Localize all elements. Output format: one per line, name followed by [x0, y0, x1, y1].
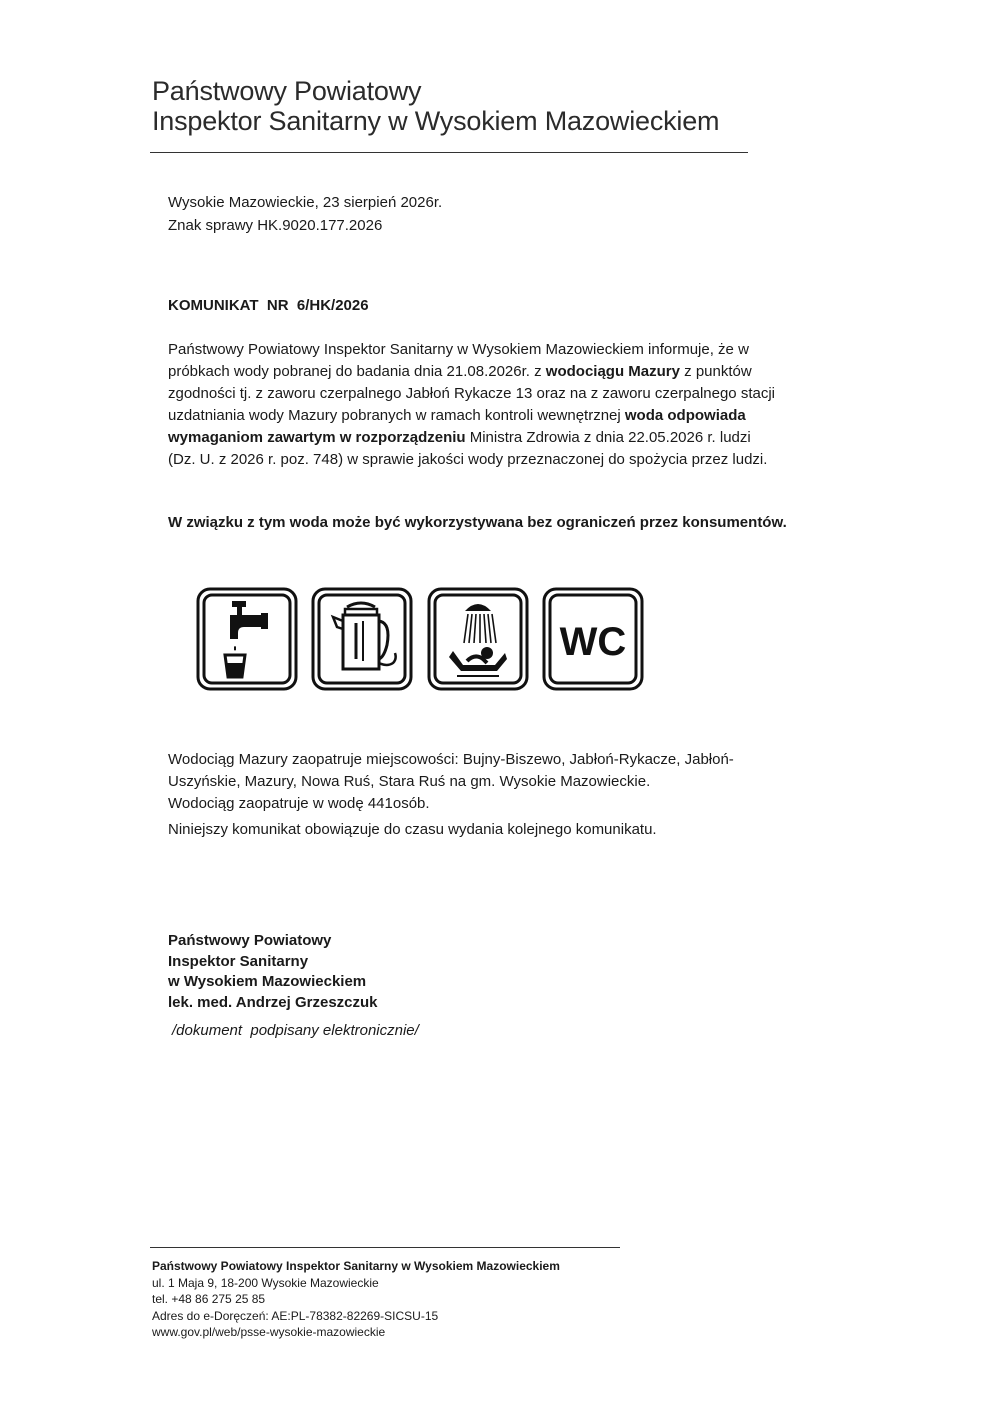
footer-divider — [150, 1247, 620, 1248]
body-line — [168, 405, 848, 427]
body-emphasis: woda odpowiada — [624, 407, 746, 424]
signature-line: Państwowy Powiatowy — [168, 932, 332, 949]
place-date: Wysokie Mazowieckie, 23 sierpień 2026r. — [168, 194, 443, 211]
supply-line: Wodociąg zaopatruje w wodę 441osób. — [168, 795, 430, 812]
wc-label: WC — [559, 620, 627, 664]
footer-address: ul. 1 Maja 9, 18-200 Wysokie Mazowieckie — [152, 1275, 379, 1290]
case-number: Znak sprawy HK.9020.177.2026 — [168, 217, 383, 234]
body-emphasis: wymaganiom zawartym w rozporządzeniu — [168, 429, 466, 446]
footer-org: Państwowy Powiatowy Inspektor Sanitarny w Wysokiem Mazowieckiem — [152, 1259, 560, 1273]
shower-bath-icon — [427, 587, 529, 691]
wc-icon — [542, 587, 644, 691]
electronic-signature-note: /dokument podpisany elektronicznie/ — [172, 1022, 419, 1039]
body-text: Ministra Zdrowia z dnia 22.05.2026 r. ludzi — [465, 429, 751, 446]
body-line: Państwowy Powiatowy Inspektor Sanitarny w Wysokiem Mazowieckiem informuje, że w — [168, 341, 749, 358]
body-text: uzdatniania wody Mazury pobranych w ramach kontroli wewnętrznej — [168, 407, 625, 424]
drinking-water-tap-icon — [196, 587, 298, 691]
body-line: (Dz. U. z 2026 r. poz. 748) w sprawie jakości wody przeznaczonej do spożycia przez ludzi. — [168, 451, 768, 468]
signature-line: w Wysokiem Mazowieckiem — [168, 973, 367, 990]
body-line — [168, 427, 848, 449]
footer — [152, 1258, 560, 1341]
header-divider — [150, 152, 748, 153]
footer-phone: tel. +48 86 275 25 85 — [152, 1292, 266, 1306]
kettle-icon — [311, 587, 413, 691]
body-text: z punktów — [679, 363, 752, 380]
header-line-2: Inspektor Sanitarny w Wysokiem Mazowieckiem — [152, 106, 720, 136]
body-line — [168, 361, 848, 383]
signature-name: lek. med. Andrzej Grzeszczuk — [168, 993, 378, 1011]
body-text: próbkach wody pobranej do badania dnia 21.08.2026r. z — [168, 363, 546, 380]
supply-line: Wodociąg Mazury zaopatruje miejscowości: Bujny-Biszewo, Jabłoń-Rykacze, Jabłoń- — [168, 751, 734, 768]
footer-website[interactable]: www.gov.pl/web/psse-wysokie-mazowieckie — [152, 1325, 386, 1339]
supply-info — [168, 749, 848, 815]
signature-block — [168, 931, 378, 1013]
conclusion: W związku z tym woda może być wykorzystywana bez ograniczeń przez konsumentów. — [168, 514, 787, 531]
signature-line: Inspektor Sanitarny — [168, 952, 309, 970]
announcement-title: KOMUNIKAT NR 6/HK/2026 — [168, 297, 369, 314]
footer-edelivery: Adres do e-Doręczeń: AE:PL-78382-82269-SICSU-15 — [152, 1308, 439, 1323]
announcement-body — [168, 339, 848, 471]
body-emphasis: wodociągu Mazury — [545, 363, 680, 380]
header-line-1: Państwowy Powiatowy — [152, 76, 422, 106]
supply-line: Uszyńskie, Mazury, Nowa Ruś, Stara Ruś na gm. Wysokie Mazowieckie. — [168, 773, 651, 790]
validity-note: Niniejszy komunikat obowiązuje do czasu wydania kolejnego komunikatu. — [168, 821, 657, 838]
body-line: zgodności tj. z zaworu czerpalnego Jabłoń Rykacze 13 oraz na z zaworu czerpalnego stacji — [168, 385, 775, 402]
